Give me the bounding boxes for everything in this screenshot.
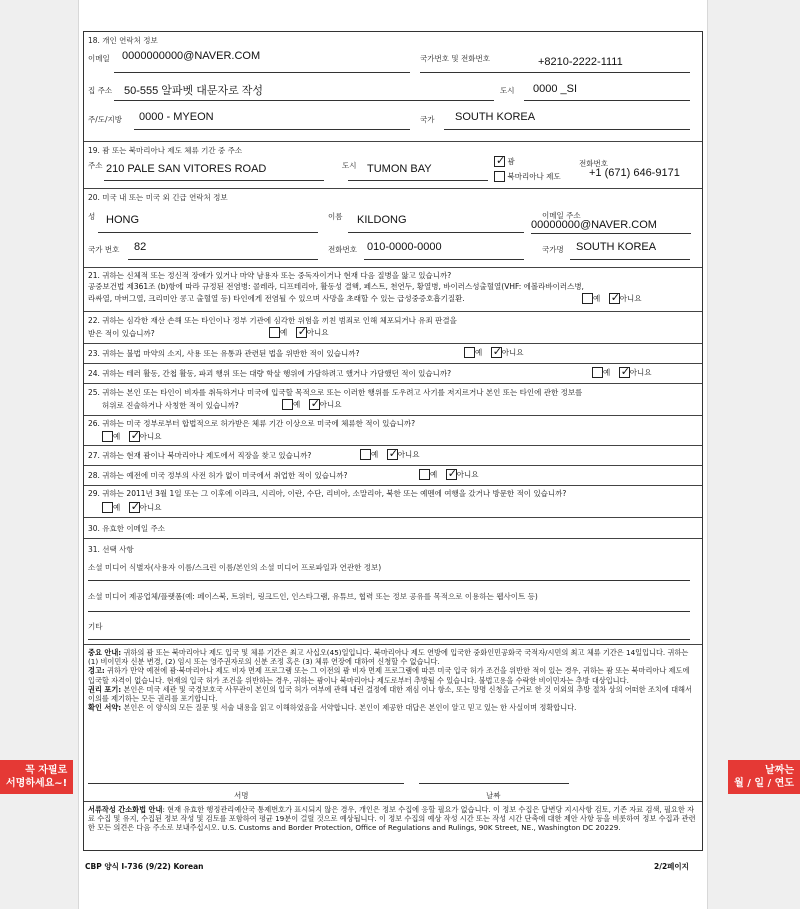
q27-yes-checkbox[interactable] [360,449,371,460]
q24-answers: 예 ✓ 아니요 [592,367,658,378]
checkbox-guam[interactable] [494,156,505,167]
q24-no-checkbox[interactable] [619,367,630,378]
sign-reminder-note: 꼭 자필로 서명하세요~! [0,760,73,794]
q26-answers: 예 ✓ 아니요 [102,431,168,442]
q29-line1: 29. 귀하는 2011년 3월 1일 또는 그 이후에 이라크, 시리아, 이란, 수단, 리비아, 소말리아, 북한 또는 예멘에 여행을 갔거나 방문한 적이 있습니까? [88,489,567,498]
question-22 [84,312,702,344]
notice-important: 중요 안내: 귀하의 괌 또는 북마리아나 제도 입국 및 체류 기간은 최고 사십오(45)일입니다. 북마리아나 제도 연방에 입국한 중화인민공화국 국적자/시민의 최고 체류 기간은 14일입니다. 귀하는 (1) 비이민자 신분 변경, (2) 임시 또는 영주권자로의 신분 조정 혹은 (3) 체류 연장에 대하여 신청할 수 없습니다. [88,648,689,667]
ec-code-value[interactable]: 82 [134,241,147,253]
checkbox-cnmi[interactable] [494,171,505,182]
state-value[interactable]: 0000 - MYEON [139,111,214,123]
date-format-note: 날짜는 월 / 일 / 연도 [728,760,800,794]
notice-block [88,648,696,712]
ec-given-label: 이름 [328,212,343,221]
question-29 [84,486,702,518]
question-28 [84,466,702,486]
notice-warning: 경고: 귀하가 만약 예전에 괌·북마리아나 제도 비자 면제 프로그램 또는 그 이전의 괌 비자 면제 프로그램에 따른 미국 입국 허가 조건을 위반한 적이 있는 경우, 귀하는 괌 또는 북마리아나 제도에 입국할 자격이 없습니다. 현재의 입국 허가 조건을 위반하는 경우, 귀하는 괌이나 북마리아나 제도로부터 추방될 수 있습니다. 불법고용을 수락한 비이민자는 추방 대상입니다. [88,666,690,685]
country-label: 국가 [420,115,435,124]
q24-yes-checkbox[interactable] [592,367,603,378]
ec-country-value[interactable]: SOUTH KOREA [576,241,657,253]
stay-city-value[interactable]: TUMON BAY [367,163,432,175]
stay-phone-value[interactable]: +1 (671) 646-9171 [589,167,680,179]
notice-certification: 확인 서약: 본인은 이 양식의 모든 질문 및 서술 내용을 읽고 이해하였음을 서약합니다. 본인이 제공한 대답은 본인이 알고 믿고 있는 한 사실이며 정확합니다. [88,703,577,713]
q21-answers: 예 ✓ 아니요 [582,293,648,304]
q22-line2: 받은 적이 있습니까? [88,329,155,338]
question-26 [84,416,702,446]
stay-address-value[interactable]: 210 PALE SAN VITORES ROAD [106,163,267,175]
paperwork-text: : 현재 유효한 행정관리예산국 통제번호가 표시되지 않은 경우, 개인은 정보 수집에 응할 필요가 없습니다. 이 정보 수집은 답변당 지시사항 검토, 기존 자료 검색, 필요한 자료 수집 및 유지, 수집된 정보 작성 및 검토를 포함하여 평균 19분이 걸릴 것으로 예상됩니다. 이 정보 수집의 예상 작성 시간 또는 작성 시간 단축에 대한 제안 사항 등을 비롯하여 정보 수집과 관련한 모든 의견은 다음 주소로 보내주십시오. U.S. Customs and Border Protection, Office of Regulations and Rulings, 90K Street, NE., Washington DC 20229. [88,805,696,833]
section-30-header: 30. 유효한 이메일 주소 [88,524,166,533]
q22-line1: 22. 귀하는 심각한 재산 손해 또는 타인이나 정부 기관에 심각한 위험을 끼친 범죄로 인해 체포되거나 유죄 판결을 [88,316,457,325]
q25-no-checkbox[interactable] [309,399,320,410]
option-cnmi[interactable]: 북마리아나 제도 [494,171,567,182]
email-label: 이메일 [88,54,110,63]
question-24 [84,364,702,384]
q24-line1: 24. 귀하는 테러 활동, 간첩 활동, 파괴 행위 또는 대량 학살 행위에 가담하려고 했거나 가담했던 적이 있습니까? [88,369,452,378]
q21-no-checkbox[interactable] [609,293,620,304]
phone-label: 국가번호 및 전화번호 [420,54,490,63]
section-30 [84,518,702,539]
section-20 [84,189,702,268]
q25-line2: 허위로 진술하거나 사칭한 적이 있습니까? [102,401,239,410]
ec-email-value[interactable]: 00000000@NAVER.COM [531,219,657,231]
section-18-header: 18. 개인 연락처 정보 [88,36,158,45]
q29-no-checkbox[interactable] [129,502,140,513]
q28-line1: 28. 귀하는 예전에 미국 정부의 사전 허가 없이 미국에서 취업한 적이 있습니까? [88,471,348,480]
option-guam[interactable]: ✓ 괌 [494,156,521,167]
ec-email-label: 이메일 주소 [542,211,581,220]
q28-no-checkbox[interactable] [446,469,457,480]
ec-phone-value[interactable]: 010-0000-0000 [367,241,442,253]
city-value[interactable]: 0000 _SI [533,83,578,95]
section-20-header: 20. 미국 내 또는 미국 외 긴급 연락처 정보 [88,193,228,202]
q23-answers: 예 ✓ 아니요 [464,347,530,358]
ec-country-label: 국가명 [542,245,564,254]
question-27 [84,446,702,466]
phone-value[interactable]: +8210-2222-1111 [538,56,623,68]
q22-answers: 예 ✓ 아니요 [269,327,335,338]
q23-line1: 23. 귀하는 불법 마약의 소지, 사용 또는 유통과 관련된 법을 위반한 적이 있습니까? [88,349,360,358]
q25-answers: 예 ✓ 아니요 [282,399,348,410]
section-19-header: 19. 괌 또는 북마리아나 제도 체류 기간 중 주소 [88,146,243,155]
q21-line2: 공중보건법 제361조 (b)항에 따라 규정된 전염병: 콜레라, 디프테리아, 활동성 결핵, 페스트, 천연두, 황열병, 바이러스성출혈열(VHF: 에볼라바이러스병, [88,282,584,291]
q26-yes-checkbox[interactable] [102,431,113,442]
q27-line1: 27. 귀하는 현재 괌이나 북마리아나 제도에서 직장을 찾고 있습니까? [88,451,312,460]
section-31-header: 31. 선택 사항 [88,545,134,554]
q26-line1: 26. 귀하는 미국 정부로부터 합법적으로 허가받은 체류 기간 이상으로 미국에 체류한 적이 있습니까? [88,419,416,428]
q27-no-checkbox[interactable] [387,449,398,460]
ec-surname-label: 성 [88,212,96,221]
date-line[interactable] [419,783,569,784]
q21-yes-checkbox[interactable] [582,293,593,304]
q29-answers: 예 ✓ 아니요 [102,502,168,513]
city-label: 도시 [500,86,515,95]
state-label: 주/도/지방 [88,115,123,124]
q22-yes-checkbox[interactable] [269,327,280,338]
section-31 [84,539,702,645]
email-value[interactable]: 0000000000@NAVER.COM [122,50,261,62]
signature-line[interactable] [88,783,404,784]
q26-no-checkbox[interactable] [129,431,140,442]
cbp-form [83,31,703,851]
address-label: 집 주소 [88,86,113,95]
signature-label: 서명 [234,791,249,800]
section-19 [84,142,702,189]
question-23 [84,344,702,364]
q28-yes-checkbox[interactable] [419,469,430,480]
q29-yes-checkbox[interactable] [102,502,113,513]
stay-city-label: 도시 [342,161,357,170]
other-label: 기타 [88,622,103,631]
paperwork-notice [88,805,696,833]
ec-surname-value[interactable]: HONG [106,214,139,226]
social-platform-label: 소셜 미디어 제공업체/플랫폼(예: 페이스북, 트위터, 링크드인, 인스타그램, 유튜브, 협력 또는 정보 공유를 목적으로 이용하는 웹사이트 등) [88,592,538,601]
date-label: 날짜 [486,791,501,800]
stay-phone-label: 전화번호 [579,159,608,168]
q25-line1: 25. 귀하는 본인 또는 타인이 비자를 취득하거나 미국에 입국할 목적으로 또는 이러한 행위를 도우려고 사기를 저지르거나 본인 또는 타인에 관한 정보를 [88,388,583,397]
q23-no-checkbox[interactable] [491,347,502,358]
q22-no-checkbox[interactable] [296,327,307,338]
ec-phone-label: 전화번호 [328,245,357,254]
q27-answers: 예 ✓ 아니요 [360,449,426,460]
question-25 [84,384,702,416]
form-id: CBP 양식 I-736 (9/22) Korean [85,862,204,871]
stay-address-label: 주소 [88,161,103,170]
ec-code-label: 국가 번호 [88,245,120,254]
q21-line3: 라싸열, 마버그열, 크리미안 콩고 출혈열 등) 타인에게 전염될 수 있으며 사망을 초래할 수 있는 급성중증호흡기질환. [88,294,465,303]
paperwork-title: 서류작성 간소화법 안내 [88,805,163,814]
q23-yes-checkbox[interactable] [464,347,475,358]
q25-yes-checkbox[interactable] [282,399,293,410]
country-value[interactable]: SOUTH KOREA [455,111,536,123]
notice-waiver: 권리 포기: 본인은 미국 세관 및 국경보호국 사무관이 본인의 입국 허가 여부에 관해 내린 결정에 대한 재심 이나 항소, 또는 망명 신청을 근거로 한 것 이외의 추방 절차 상의 어떠한 조치에 대해서 이의를 제기하는 모든 권리를 포기합니다. [88,684,692,704]
section-18 [84,32,702,142]
question-21 [84,268,702,312]
q21-line1: 21. 귀하는 신체적 또는 정신적 장애가 있거나 마약 남용자 또는 중독자이거나 현재 다음 질병을 앓고 있습니까? [88,271,452,280]
page-number: 2/2페이지 [654,862,689,871]
q28-answers: 예 ✓ 아니요 [419,469,485,480]
ec-given-value[interactable]: KILDONG [357,214,407,226]
social-id-label: 소셜 미디어 식별자(사용자 이름/스크린 이름/본인의 소셜 미디어 프로파일과 연관한 정보) [88,563,382,572]
address-value[interactable]: 50-555 알파벳 대문자로 작성 [124,85,264,97]
signature-row [84,732,702,802]
